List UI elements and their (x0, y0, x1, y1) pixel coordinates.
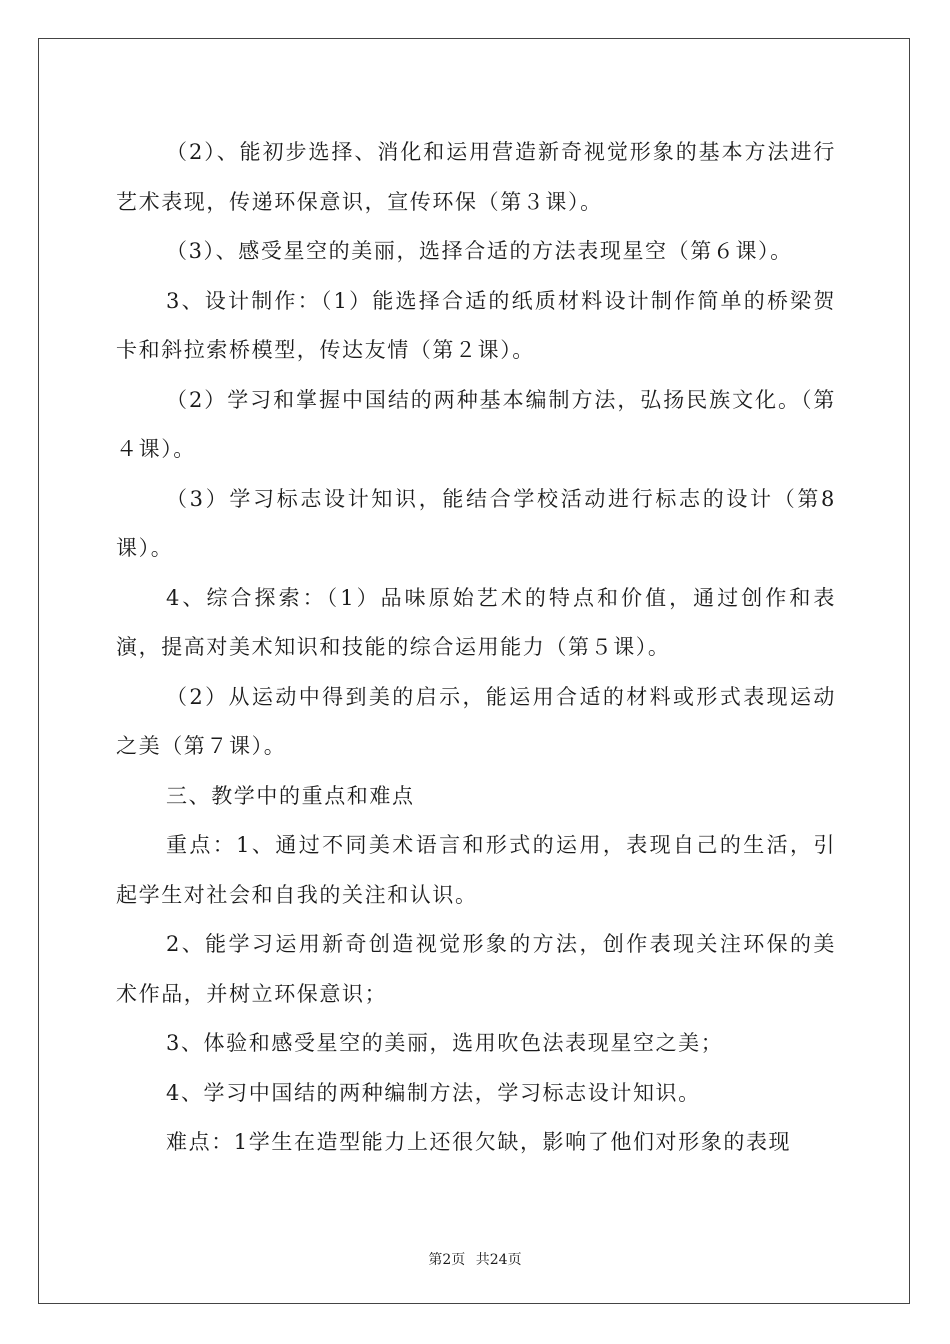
paragraph-5: （3）学习标志设计知识，能结合学校活动进行标志的设计（第8课）。 (116, 486, 836, 560)
page-footer (0, 1249, 950, 1269)
paragraph-13: 难点：1学生在造型能力上还很欠缺，影响了他们对形象的表现 (166, 1130, 792, 1154)
paragraph-2: （3）、感受星空的美丽，选择合适的方法表现星空（第６课）。 (166, 239, 793, 263)
paragraph-12: 4、学习中国结的两种编制方法，学习标志设计知识。 (166, 1080, 701, 1105)
paragraph-10: 2、能学习运用新奇创造视觉形象的方法，创作表现关注环保的美术作品，并树立环保意识； (116, 932, 836, 1006)
paragraph-6: 4、综合探索：（1）品味原始艺术的特点和价值，通过创作和表演，提高对美术知识和技能的综合运用能力（第５课）。 (116, 585, 836, 659)
document-body (116, 128, 836, 1168)
paragraph-1: （2）、能初步选择、消化和运用营造新奇视觉形象的基本方法进行艺术表现，传递环保意识，宣传环保（第３课）。 (116, 140, 836, 214)
paragraph-4: （2）学习和掌握中国结的两种基本编制方法，弘扬民族文化。（第４课）。 (116, 387, 836, 461)
page-total: 共24页 (475, 1252, 522, 1268)
paragraph-3: 3、设计制作：（1）能选择合适的纸质材料设计制作简单的桥梁贺卡和斜拉索桥模型，传达友情（第２课）。 (116, 288, 836, 362)
paragraph-9: 重点：1、通过不同美术语言和形式的运用，表现自己的生活，引起学生对社会和自我的关注和认识。 (116, 833, 836, 907)
paragraph-11: 3、体验和感受星空的美丽，选用吹色法表现星空之美； (166, 1031, 724, 1055)
paragraph-7: （2）从运动中得到美的启示，能运用合适的材料或形式表现运动之美（第７课）。 (116, 684, 836, 758)
page-number: 第2页 (428, 1252, 466, 1268)
section-heading: 三、教学中的重点和难点 (166, 783, 415, 808)
